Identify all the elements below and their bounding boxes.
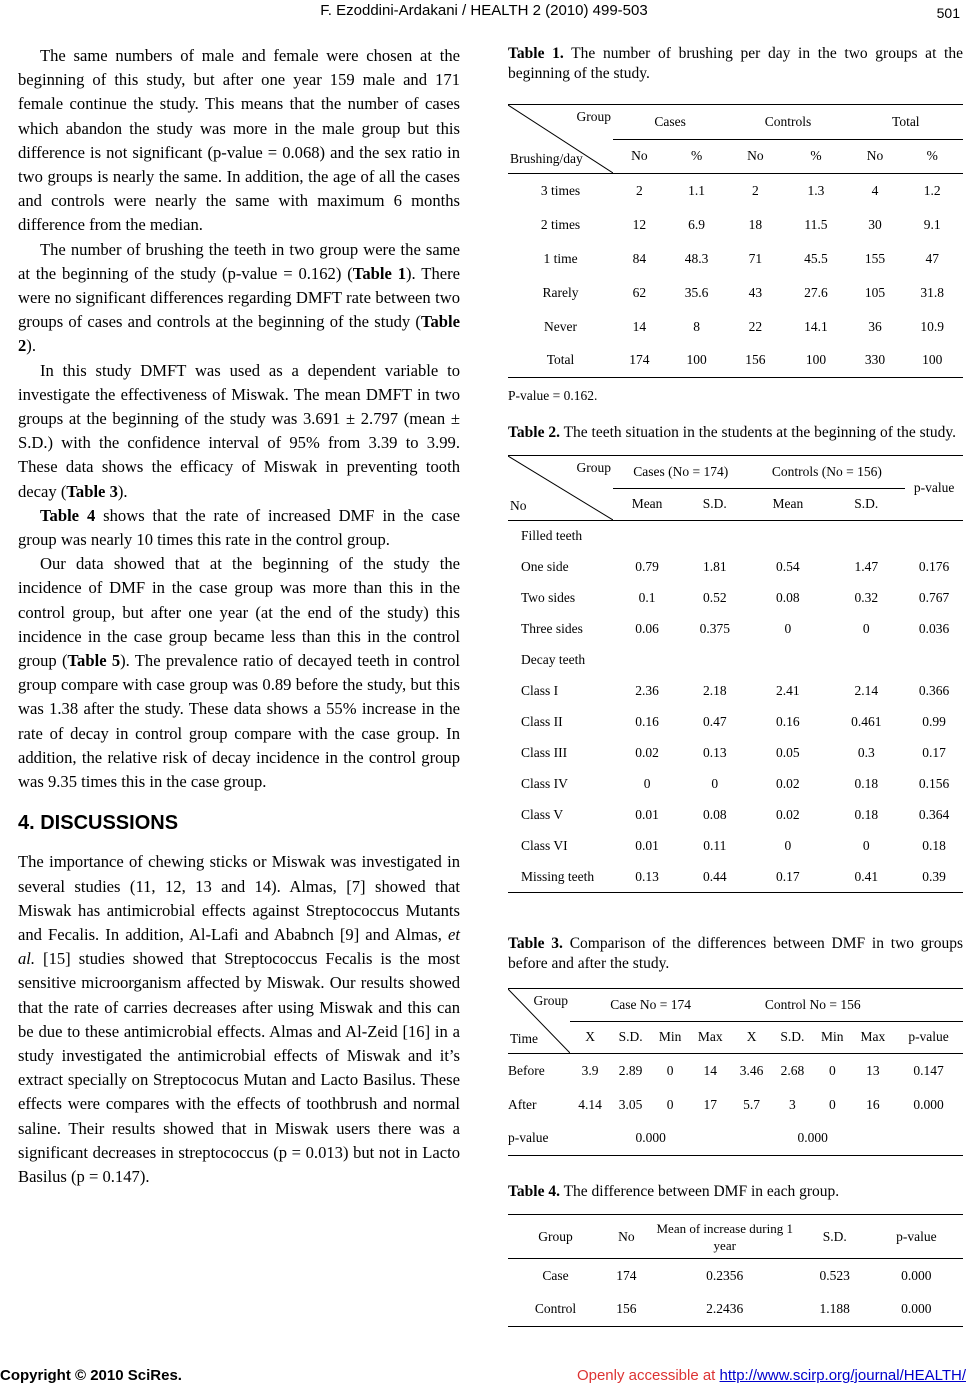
table-cell xyxy=(681,645,748,676)
column-header: No xyxy=(603,1215,650,1259)
group-header: Cases xyxy=(613,105,727,140)
table-cell: 0.16 xyxy=(776,714,800,729)
column-header: S.D. xyxy=(681,488,748,521)
corner-bottom-label: Time xyxy=(510,1031,539,1046)
corner-top-label: Group xyxy=(576,460,611,475)
table-cell: 1.81 xyxy=(702,559,727,574)
table-cell: 1.1 xyxy=(688,182,705,198)
caption-label: Table 2. xyxy=(508,424,560,441)
subheader-row xyxy=(508,1021,963,1054)
column-header: % xyxy=(783,139,848,174)
table-cell: Two sides xyxy=(521,590,576,605)
table-cell: 2.18 xyxy=(702,683,727,698)
table-row xyxy=(508,831,963,862)
header-corner-cell xyxy=(508,989,570,1054)
text-segment: shows that the rate of increased DMF in the case group was nearly 10 times this rate in the control group. xyxy=(18,505,460,550)
paragraph xyxy=(18,44,460,238)
table-cell: 14 xyxy=(703,1062,718,1078)
table-cell: 0 xyxy=(862,621,870,636)
group-header: Controls (No = 156) xyxy=(748,456,905,489)
table-cell: 0.44 xyxy=(681,862,748,893)
column-header: p-value xyxy=(905,456,963,521)
table-cell: 0.39 xyxy=(905,862,963,893)
group-header: Controls xyxy=(727,105,848,140)
text-segment: et al. xyxy=(18,924,460,969)
table-cell: 14 xyxy=(632,318,647,334)
table-cell: 0.02 xyxy=(635,745,659,760)
table-row xyxy=(508,676,963,707)
table-cell: 0 xyxy=(643,776,651,791)
table-cell: 105 xyxy=(864,284,886,300)
table-cell: Class VI xyxy=(521,838,568,853)
table-cell: 17 xyxy=(703,1096,718,1112)
caption-label: Table 3. xyxy=(508,935,563,952)
table-cell: 0.32 xyxy=(854,590,879,605)
table-row xyxy=(508,769,963,800)
column-header: Mean of increase during 1 year xyxy=(650,1215,800,1259)
table-row xyxy=(508,521,963,552)
table-cell: Case xyxy=(542,1267,569,1283)
table-cell: 100 xyxy=(783,344,848,378)
table-cell: Filled teeth xyxy=(521,528,583,544)
table-cell: Three sides xyxy=(521,621,583,636)
table-cell: 0.41 xyxy=(827,862,905,893)
table-cell: 0.000 xyxy=(731,1122,894,1156)
table-cell: 0.156 xyxy=(918,776,950,791)
table-cell xyxy=(827,645,905,676)
table-row xyxy=(508,1088,963,1122)
table-cell: Missing teeth xyxy=(508,862,613,893)
table-cell: 2 times xyxy=(540,216,581,232)
table-cell: Never xyxy=(544,318,577,334)
column-header: Group xyxy=(508,1215,603,1259)
table-cell: p-value xyxy=(508,1122,570,1156)
table-1-caption xyxy=(508,44,963,84)
header-row xyxy=(508,1215,963,1259)
access-text: Openly accessible at xyxy=(576,1367,720,1384)
header-corner xyxy=(508,105,613,173)
paragraph xyxy=(18,850,460,1189)
table-cell: 0.000 xyxy=(570,1122,731,1156)
table-cell: 0.461 xyxy=(851,714,882,729)
table-cell: 0.01 xyxy=(635,807,659,822)
table-cell xyxy=(613,645,681,676)
text-segment: The same numbers of male and female were chosen at the beginning of this study, but after one year 159 male and 171 female continue the study. This means that the number of cases which abandon the study was more in the male group but this difference is not significant (p-value = 0.068) and the sex ratio in two groups is nearly the same. In addition, the age of all the cases and controls were nearly the same with maximum 6 months difference from the median. xyxy=(18,46,460,235)
table-cell: 4 xyxy=(871,182,879,198)
column-header: No xyxy=(727,139,783,174)
table-row xyxy=(508,552,963,583)
table-cell: 31.8 xyxy=(920,284,944,300)
table-cell: 2.36 xyxy=(635,683,659,698)
column-header: Min xyxy=(813,1021,852,1054)
table-cell: 0.17 xyxy=(748,862,827,893)
group-header: Cases (No = 174) xyxy=(613,456,748,489)
table-cell: 1.2 xyxy=(923,182,941,198)
blank-cell xyxy=(894,1122,963,1156)
text-segment: In this study DMFT was used as a dependent variable to investigate the effectiveness of Miswak. The mean DMFT in two groups at the beginning of the study was 3.691 ± 2.797 (mean ± S.D.) with the confidence interval of 95% from 3.39 to 3.99. These data shows the efficacy of Miswak in preventing tooth decay ( xyxy=(18,360,460,501)
column-header: Min xyxy=(651,1021,689,1054)
column-header: X xyxy=(731,1021,772,1054)
table-cell: 0.147 xyxy=(913,1062,944,1078)
table-row xyxy=(508,310,963,344)
table-cell: Control xyxy=(508,1293,603,1327)
table-cell: 0.02 xyxy=(776,807,800,822)
column-header: Mean xyxy=(613,488,681,521)
table-cell: 2 xyxy=(636,182,643,198)
table-cell: 36 xyxy=(868,318,882,334)
table-cell: 10.9 xyxy=(920,318,944,334)
table-cell: 0.52 xyxy=(702,590,727,605)
table-cell: Class I xyxy=(521,683,559,698)
table-cell: 2.68 xyxy=(780,1062,805,1078)
page-number: 501 xyxy=(936,5,960,21)
table-cell: 22 xyxy=(748,318,763,334)
table-cell: One side xyxy=(521,559,569,574)
journal-link[interactable]: http://www.scirp.org/journal/HEALTH/ xyxy=(719,1367,966,1384)
table-2 xyxy=(508,423,963,893)
paragraph xyxy=(18,552,460,794)
table-1 xyxy=(508,44,963,404)
table-cell: 2.2436 xyxy=(650,1293,800,1327)
paragraph xyxy=(18,504,460,552)
table-cell: Class IV xyxy=(521,776,568,791)
table-cell: 14.1 xyxy=(804,318,828,334)
table-cell: Rarely xyxy=(542,284,579,300)
table-cell: 0.54 xyxy=(776,559,800,574)
table-cell: 100 xyxy=(666,344,728,378)
table-cell xyxy=(748,521,827,552)
group-header: Control No = 156 xyxy=(731,989,894,1022)
table-cell: Class III xyxy=(521,745,568,760)
table-cell: 0.3 xyxy=(857,745,875,760)
table-cell: 0 xyxy=(711,776,719,791)
table-cell: 0.02 xyxy=(776,776,800,791)
table-cell xyxy=(748,645,827,676)
text-segment: Our data showed that at the beginning of the study the incidence of DMF in the case group was more than this in the control group, but after one year (at the end of the study) this incidence in the case group became less than this in the control group ( xyxy=(18,554,460,671)
table-row xyxy=(508,1054,963,1088)
table-cell: 18 xyxy=(748,216,763,232)
table-cell: 0.13 xyxy=(702,745,727,760)
table-2-caption xyxy=(508,423,963,443)
table-row xyxy=(508,583,963,614)
header-corner-cell xyxy=(508,105,613,174)
running-header: F. Ezoddini-Ardakani / HEALTH 2 (2010) 499-503 xyxy=(320,2,648,19)
section-heading: 4. DISCUSSIONS xyxy=(18,812,179,835)
table-row xyxy=(508,242,963,276)
table-cell: 0.08 xyxy=(776,590,800,605)
table-cell: 0.036 xyxy=(918,621,950,636)
table-cell: 1.3 xyxy=(807,182,825,198)
table-row xyxy=(508,1293,963,1327)
table-cell: 0.18 xyxy=(922,838,946,853)
table-cell: 330 xyxy=(849,344,902,378)
column-header: S.D. xyxy=(827,488,905,521)
table-cell: 0.79 xyxy=(635,559,659,574)
table-cell: 3.46 xyxy=(739,1062,764,1078)
table-cell: 0.18 xyxy=(854,776,879,791)
table-cell: 0.2356 xyxy=(706,1267,744,1283)
caption-label: Table 4. xyxy=(508,1183,560,1200)
table-cell: 3.9 xyxy=(581,1062,599,1078)
table-cell: Decay teeth xyxy=(521,652,586,667)
table-cell: 0.13 xyxy=(613,862,681,893)
table-cell: 27.6 xyxy=(804,284,828,300)
table-cell xyxy=(681,521,748,552)
table-cell: 0.176 xyxy=(918,559,950,574)
corner-top-label: Group xyxy=(533,993,568,1008)
paragraph xyxy=(18,238,460,359)
table-cell: 174 xyxy=(616,1267,637,1283)
table-row xyxy=(508,276,963,310)
corner-bottom-label: No xyxy=(510,498,527,513)
blank-cell xyxy=(894,989,963,1022)
column-header: S.D. xyxy=(610,1021,651,1054)
table-cell: 100 xyxy=(901,344,963,378)
table-cell: 0.06 xyxy=(635,621,659,636)
table-cell: 16 xyxy=(866,1096,880,1112)
table-cell: 3 xyxy=(789,1096,796,1112)
table-cell: 8 xyxy=(693,318,700,334)
text-segment: [15] studies showed that Streptococcus Fecalis is the most sensitive microorganism affected by Miswak. Our results showed that the rate of carries decreases after using Miswak and this can be due to these antimicrobial effects. Almas and Al-Zeid [16] in a study investigated the antimicrobial effects of Miswak and it’s extract specially on Streptococus Mutan and Lacto Basilus. These effects were compares with the effects of toothbrush and normal saline. Their results showed that in Miswak users there was a significant decreases in streptococcus (p = 0.013) but not in Lacto Basilus (p = 0.147). xyxy=(18,949,460,1186)
caption-label: Table 1. xyxy=(508,45,564,62)
table-cell: 156 xyxy=(603,1293,650,1327)
table-row xyxy=(508,800,963,831)
column-header: S.D. xyxy=(800,1215,870,1259)
group-header: Case No = 174 xyxy=(570,989,731,1022)
table-cell: 1.188 xyxy=(800,1293,870,1327)
text-segment: ). The prevalence ratio of decayed teeth in control group compare with case group was 0.89 before the study, but this was 1.38 after the study. These data shows a 55% increase in the rate of decay in control group compare with the case group. In addition, the relative risk of decay incidence in the control group was 9.35 times this in the case group. xyxy=(18,651,461,792)
corner-top-label: Group xyxy=(576,109,611,124)
text-segment: The importance of chewing sticks or Miswak was investigated in several studies (11, 12, 13 and 14). Almas, [7] showed that Miswak has antimicrobial effects against Streptococcus Mutants and Fecalis. In addition, Al-Lafi and Ababnch [9] and Almas, xyxy=(18,852,460,944)
table-cell: 0.375 xyxy=(699,621,730,636)
table-cell: 13 xyxy=(866,1062,880,1078)
caption-text: The difference between DMF in each group. xyxy=(559,1183,840,1200)
table-cell: 0.11 xyxy=(703,838,727,853)
table-cell: 0 xyxy=(828,1062,836,1078)
header-row xyxy=(508,105,963,140)
table-cell: 0.08 xyxy=(702,807,727,822)
table-cell: 43 xyxy=(748,284,763,300)
column-header: No xyxy=(613,139,666,174)
table-cell: 2.41 xyxy=(776,683,800,698)
table-reference: Table 1 xyxy=(352,263,407,283)
table-cell: 0 xyxy=(828,1096,836,1112)
table-row xyxy=(508,645,963,676)
table-cell xyxy=(905,645,963,676)
table-cell: After xyxy=(508,1096,537,1112)
table-3-caption xyxy=(508,934,963,974)
table-reference: Table 2 xyxy=(18,312,460,356)
table-cell xyxy=(905,521,963,552)
table-cell: 155 xyxy=(864,250,886,266)
header-row xyxy=(508,989,963,1022)
table-4 xyxy=(508,1182,963,1327)
table-row xyxy=(508,862,963,893)
table-cell: 5.7 xyxy=(743,1096,761,1112)
table-cell: 12 xyxy=(632,216,647,232)
table-cell: 0 xyxy=(862,838,870,853)
table-4-caption xyxy=(508,1182,963,1202)
column-header: % xyxy=(666,139,728,174)
table-cell: 48.3 xyxy=(684,250,709,266)
table-cell: 0.1 xyxy=(638,590,656,605)
table-cell xyxy=(827,521,905,552)
discussion-text xyxy=(18,850,460,1189)
table-row xyxy=(508,344,963,378)
column-header: S.D. xyxy=(772,1021,813,1054)
table-cell: 0.523 xyxy=(819,1267,850,1283)
table-cell: 0.16 xyxy=(635,714,659,729)
table-cell: 0.000 xyxy=(870,1293,963,1327)
access-note xyxy=(577,1367,966,1384)
column-header: p-value xyxy=(894,1021,963,1054)
table-cell: 3.05 xyxy=(618,1096,643,1112)
column-header: X xyxy=(570,1021,610,1054)
caption-text: Comparison of the differences between DMF in two groups before and after the study. xyxy=(508,935,963,972)
table-cell: 0 xyxy=(784,838,792,853)
table-cell: 3 times xyxy=(540,182,581,198)
column-header: Max xyxy=(689,1021,731,1054)
table-cell: 0.18 xyxy=(854,807,879,822)
table-reference: Table 4 xyxy=(40,505,96,525)
column-header: Max xyxy=(852,1021,895,1054)
table-cell: 0.000 xyxy=(913,1096,944,1112)
table-cell: 2.89 xyxy=(618,1062,643,1078)
table-cell: 62 xyxy=(632,284,647,300)
table-cell: 156 xyxy=(727,344,783,378)
left-column xyxy=(18,44,460,1189)
table-reference: Table 3 xyxy=(66,481,118,501)
header-corner-cell xyxy=(508,456,613,521)
header-corner xyxy=(508,989,570,1053)
table-cell: 0.767 xyxy=(918,590,950,605)
table-cell: 0.01 xyxy=(635,838,659,853)
table-cell: 9.1 xyxy=(923,216,941,232)
table-row xyxy=(508,738,963,769)
table-cell: 0.47 xyxy=(702,714,727,729)
header-row xyxy=(508,456,963,489)
text-segment: ). xyxy=(26,336,36,356)
table-row xyxy=(508,614,963,645)
table-cell: 0 xyxy=(666,1062,674,1078)
column-header: p-value xyxy=(870,1215,963,1259)
table-cell: 0 xyxy=(666,1096,674,1112)
table-cell: 11.5 xyxy=(804,216,828,232)
paragraph xyxy=(18,359,460,504)
pvalue-row xyxy=(508,1122,963,1156)
table-cell: 30 xyxy=(868,216,882,232)
text-segment: The number of brushing the teeth in two group were the same at the beginning of the study (p-value = 0.162) ( xyxy=(18,239,460,283)
table-row xyxy=(508,208,963,242)
text-segment: ). xyxy=(117,481,128,501)
table-cell: 2 xyxy=(751,182,759,198)
table-cell: 71 xyxy=(748,250,763,266)
table-cell: 35.6 xyxy=(684,284,709,300)
table-reference: Table 5 xyxy=(67,651,121,671)
copyright: Copyright © 2010 SciRes. xyxy=(0,1367,182,1384)
table-row xyxy=(508,707,963,738)
column-header: No xyxy=(849,139,902,174)
table-cell: 47 xyxy=(925,250,939,266)
table-cell: 1.47 xyxy=(854,559,879,574)
table-cell: 6.9 xyxy=(688,216,705,232)
column-header: % xyxy=(901,139,963,174)
table-cell: 0.364 xyxy=(918,807,950,822)
header-corner xyxy=(508,456,613,520)
table-row xyxy=(508,1259,963,1293)
text-segment: ). There were no significant differences regarding DMFT rate between two groups of cases and controls at the beginning of the study ( xyxy=(18,263,460,332)
table-cell: 1 time xyxy=(543,250,578,266)
table-cell: 174 xyxy=(613,344,666,378)
table-cell: 0.366 xyxy=(918,683,950,698)
table-cell: Class II xyxy=(521,714,563,729)
table-cell xyxy=(613,521,681,552)
table-cell: Class V xyxy=(521,807,564,822)
table-cell: 45.5 xyxy=(804,250,828,266)
table-cell: Total xyxy=(508,344,613,378)
group-header: Total xyxy=(849,105,963,140)
caption-text: The number of brushing per day in the two groups at the beginning of the study. xyxy=(508,45,963,82)
table-cell: 4.14 xyxy=(578,1096,602,1112)
corner-bottom-label: Brushing/day xyxy=(510,151,583,166)
table-1-note: P-value = 0.162. xyxy=(508,388,598,403)
caption-text: The teeth situation in the students at the beginning of the study. xyxy=(559,424,957,441)
column-header: Mean xyxy=(748,488,827,521)
table-cell: 0.05 xyxy=(776,745,800,760)
table-row xyxy=(508,174,963,208)
table-cell: 0 xyxy=(784,621,792,636)
table-cell: 0.99 xyxy=(922,714,946,729)
table-cell: 84 xyxy=(632,250,647,266)
table-cell: 0.000 xyxy=(901,1267,932,1283)
table-cell: 2.14 xyxy=(854,683,879,698)
table-cell: Before xyxy=(508,1062,545,1078)
results-text xyxy=(18,44,460,794)
table-3 xyxy=(508,934,963,1156)
table-cell: 0.17 xyxy=(922,745,946,760)
